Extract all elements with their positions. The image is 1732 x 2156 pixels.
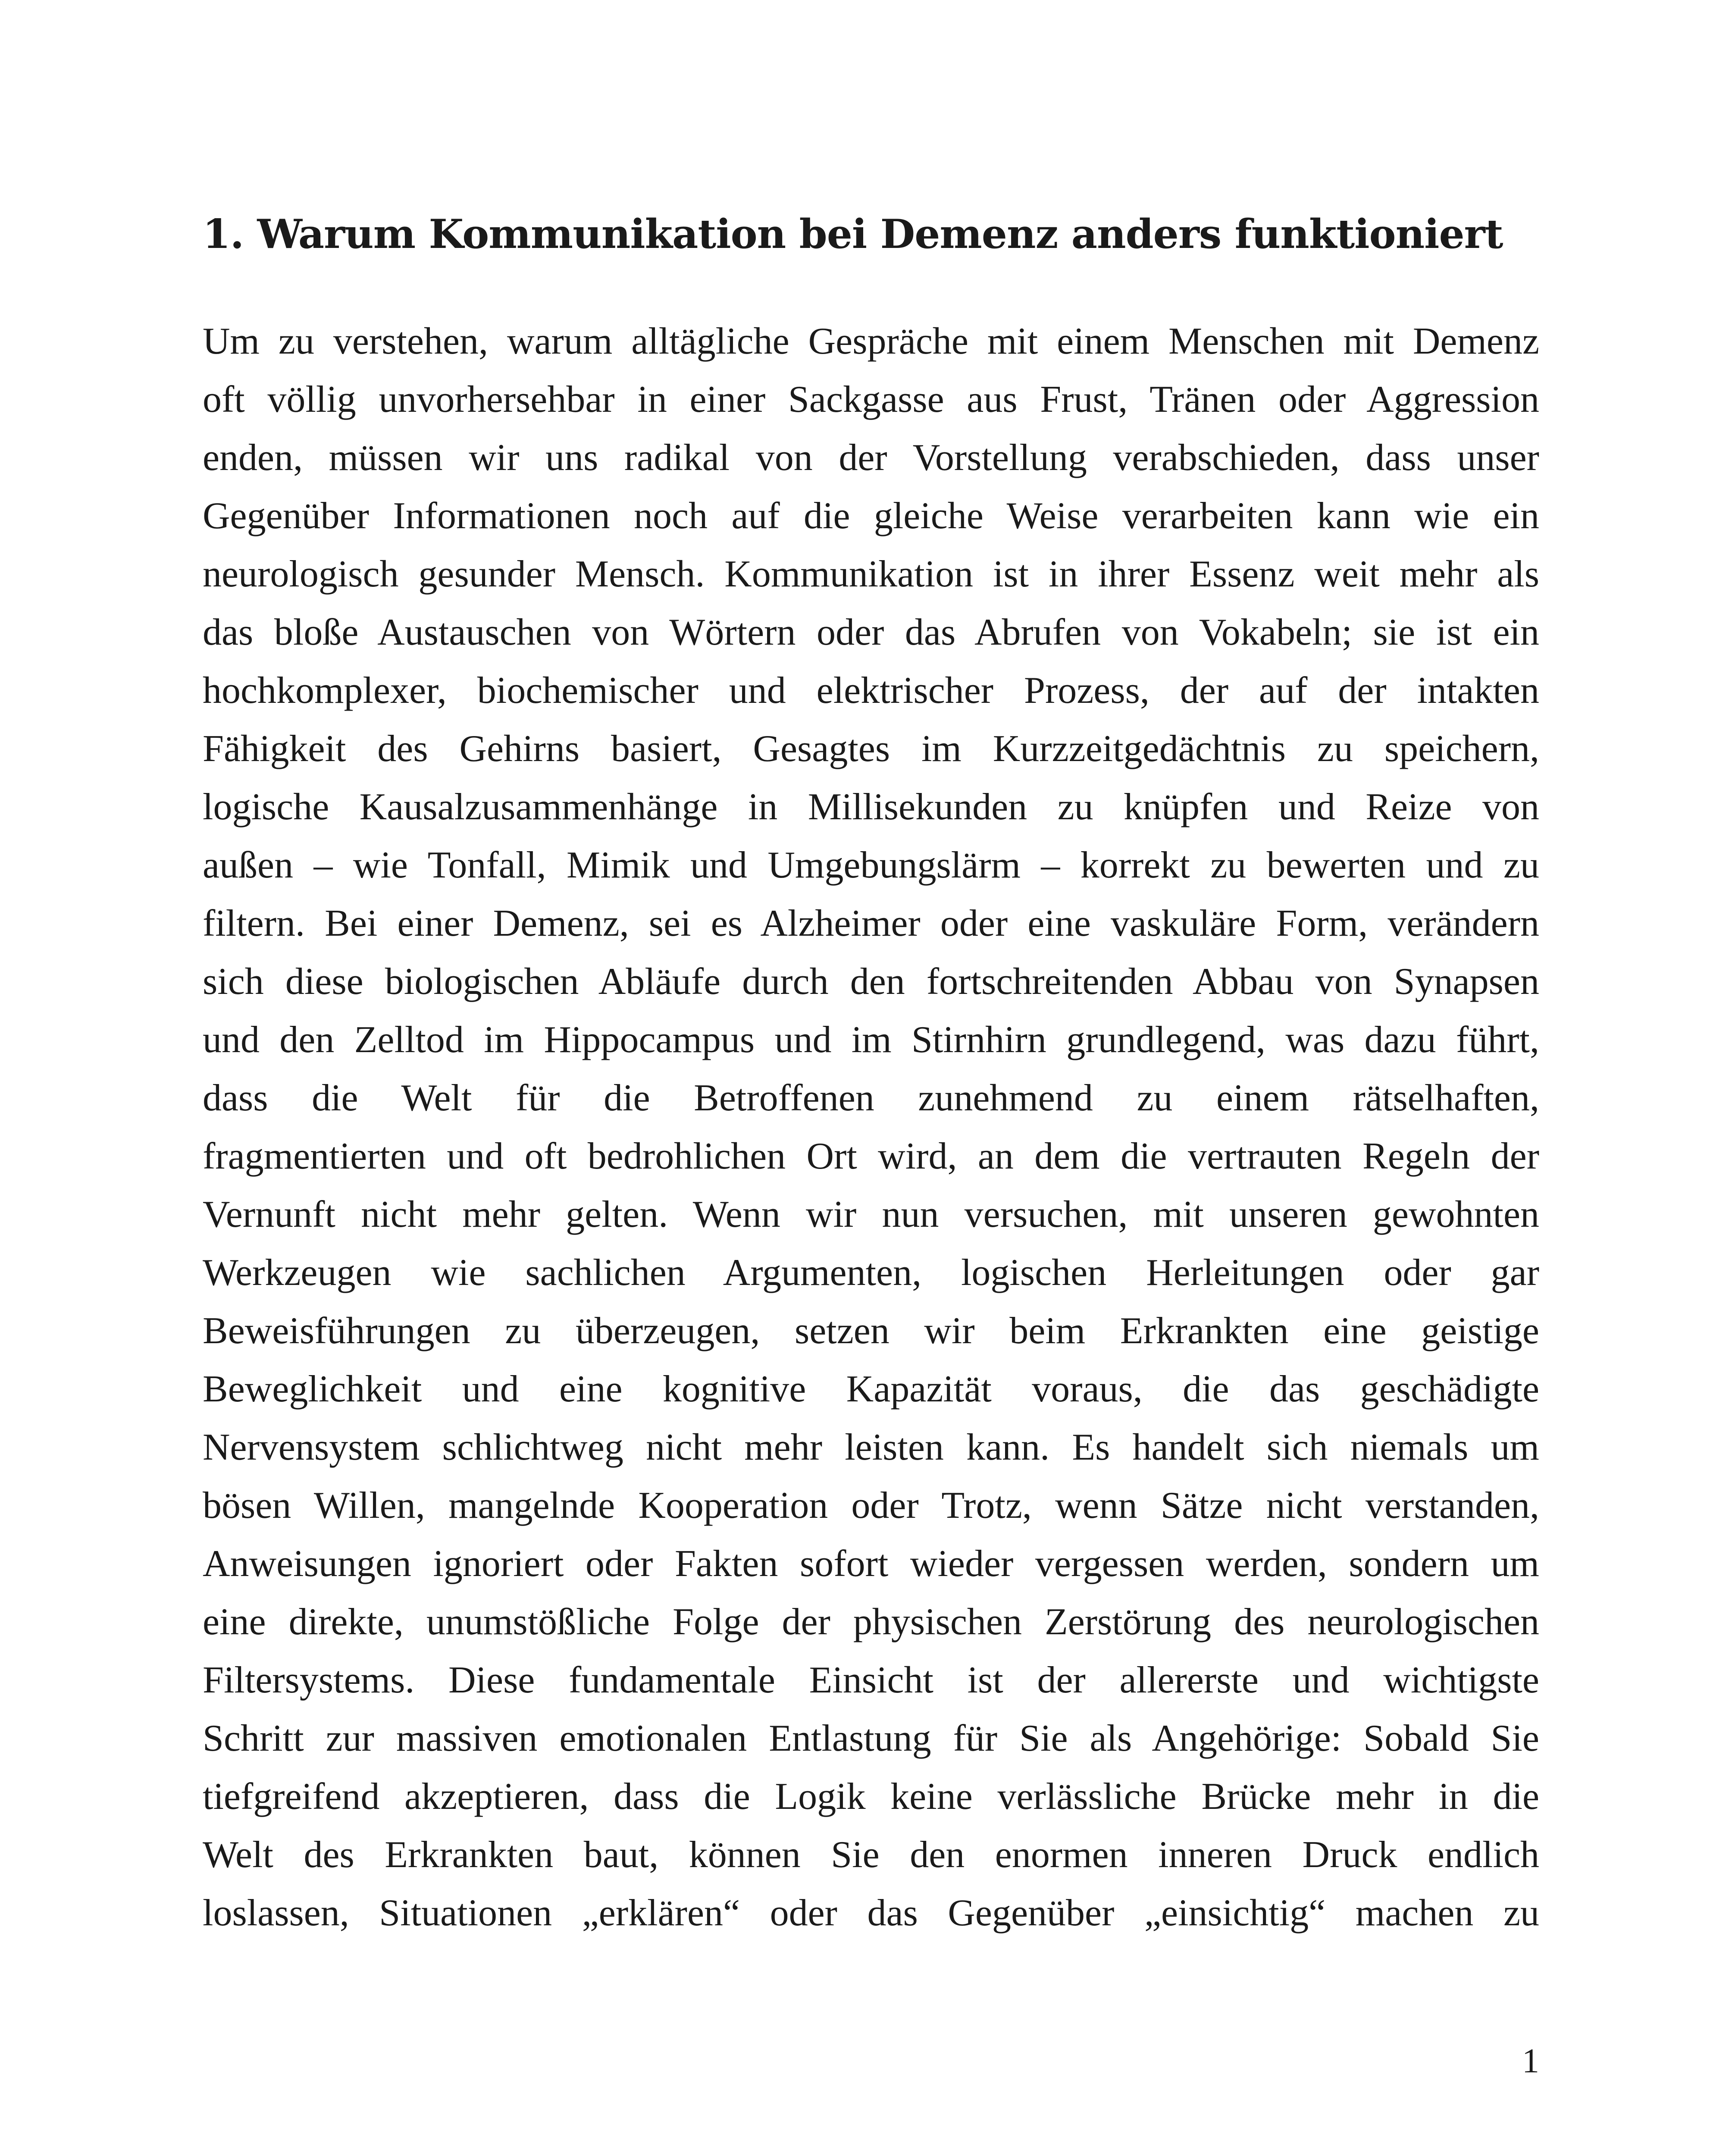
section-heading: 1. Warum Kommunikation bei Demenz anders funktioniert <box>203 210 1503 257</box>
paragraph-line: eine direkte, unumstößliche Folge der physischen Zerstörung des neurologischen <box>203 1601 1539 1643</box>
paragraph-line: sich diese biologischen Abläufe durch den fortschreitenden Abbau von Synapsen <box>203 961 1539 1003</box>
paragraph-line: Schritt zur massiven emotionalen Entlastung für Sie als Angehörige: Sobald Sie <box>203 1717 1539 1759</box>
paragraph-line: logische Kausalzusammenhänge in Millisekunden zu knüpfen und Reize von <box>203 786 1539 828</box>
paragraph-line: bösen Willen, mangelnde Kooperation oder Trotz, wenn Sätze nicht verstanden, <box>203 1485 1539 1526</box>
paragraph-line: Nervensystem schlichtweg nicht mehr leisten kann. Es handelt sich niemals um <box>203 1426 1539 1468</box>
paragraph-line: Fähigkeit des Gehirns basiert, Gesagtes im Kurzzeitgedächtnis zu speichern, <box>203 728 1539 770</box>
paragraph-line: Beweisführungen zu überzeugen, setzen wir beim Erkrankten eine geistige <box>203 1310 1539 1352</box>
paragraph-line: Vernunft nicht mehr gelten. Wenn wir nun versuchen, mit unseren gewohnten <box>203 1194 1539 1235</box>
paragraph-line: tiefgreifend akzeptieren, dass die Logik keine verlässliche Brücke mehr in die <box>203 1776 1539 1818</box>
page-number: 1 <box>1522 2042 1539 2080</box>
paragraph-line: Beweglichkeit und eine kognitive Kapazität voraus, die das geschädigte <box>203 1368 1539 1410</box>
paragraph-line: Anweisungen ignoriert oder Fakten sofort wieder vergessen werden, sondern um <box>203 1543 1539 1585</box>
paragraph-line: das bloße Austauschen von Wörtern oder das Abrufen von Vokabeln; sie ist ein <box>203 611 1539 653</box>
paragraph-line: Welt des Erkrankten baut, können Sie den enormen inneren Druck endlich <box>203 1834 1539 1876</box>
paragraph-line: fragmentierten und oft bedrohlichen Ort wird, an dem die vertrauten Regeln der <box>203 1135 1539 1177</box>
paragraph-line: und den Zelltod im Hippocampus und im Stirnhirn grundlegend, was dazu führt, <box>203 1019 1539 1061</box>
paragraph-line: Werkzeugen wie sachlichen Argumenten, logischen Herleitungen oder gar <box>203 1252 1539 1294</box>
paragraph-line: Gegenüber Informationen noch auf die gleiche Weise verarbeiten kann wie ein <box>203 495 1539 537</box>
paragraph-line: oft völlig unvorhersehbar in einer Sackgasse aus Frust, Tränen oder Aggression <box>203 379 1539 420</box>
paragraph-line: Um zu verstehen, warum alltägliche Gespräche mit einem Menschen mit Demenz <box>203 320 1539 362</box>
paragraph-line: Filtersystems. Diese fundamentale Einsicht ist der allererste und wichtigste <box>203 1659 1539 1701</box>
paragraph-line: dass die Welt für die Betroffenen zunehmend zu einem rätselhaften, <box>203 1077 1539 1119</box>
paragraph-line: filtern. Bei einer Demenz, sei es Alzheimer oder eine vaskuläre Form, verändern <box>203 903 1539 944</box>
paragraph-line: hochkomplexer, biochemischer und elektrischer Prozess, der auf der intakten <box>203 670 1539 711</box>
paragraph-line: außen – wie Tonfall, Mimik und Umgebungslärm – korrekt zu bewerten und zu <box>203 844 1539 886</box>
paragraph-line: enden, müssen wir uns radikal von der Vorstellung verabschieden, dass unser <box>203 437 1539 479</box>
paragraph-line: neurologisch gesunder Mensch. Kommunikation ist in ihrer Essenz weit mehr als <box>203 553 1539 595</box>
body-paragraph <box>203 312 1539 1942</box>
paragraph-line: loslassen, Situationen „erklären“ oder das Gegenüber „einsichtig“ machen zu <box>203 1892 1539 1934</box>
